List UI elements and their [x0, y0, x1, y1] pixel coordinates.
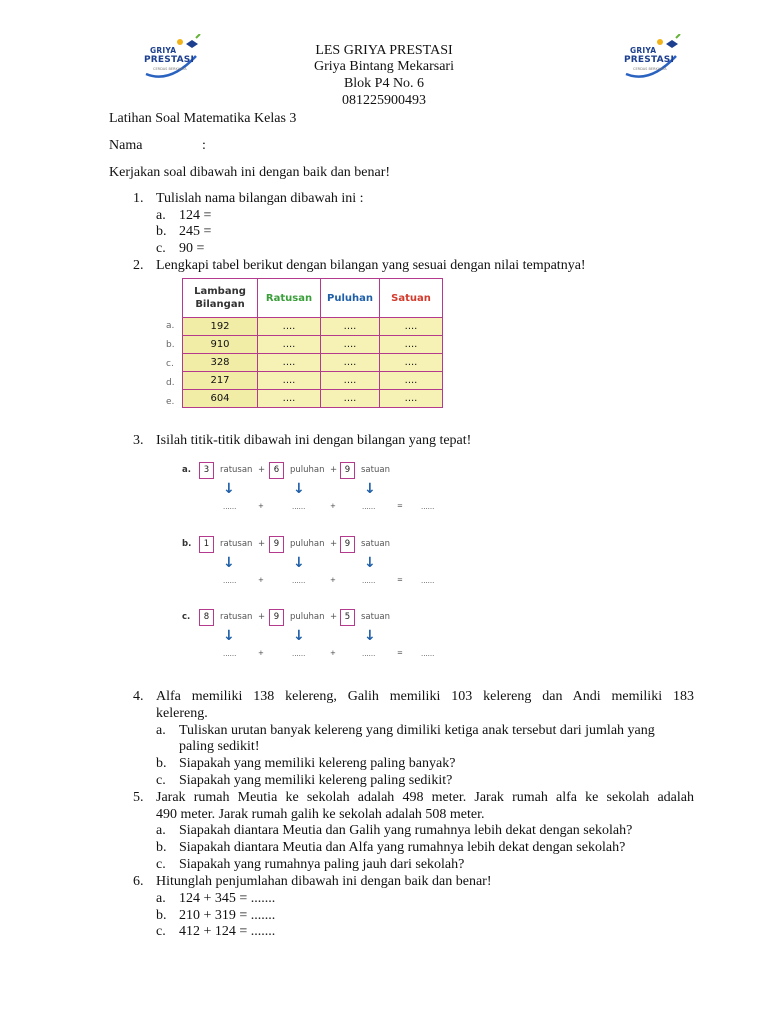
table-header-row — [183, 279, 443, 318]
cell-ratusan[interactable]: .... — [258, 390, 321, 408]
box-puluhan: 9 — [269, 536, 284, 553]
label-puluhan: puluhan — [290, 612, 325, 622]
cell-satuan[interactable]: .... — [380, 318, 443, 336]
blank-satuan[interactable]: ...... — [362, 503, 376, 511]
plus-sign: + — [330, 539, 338, 549]
header-satuan: Satuan — [380, 279, 443, 318]
cell-number: 910 — [183, 336, 258, 354]
q2-number: 2. — [133, 258, 144, 273]
equals-sign: = — [397, 502, 403, 510]
q6-item-c: 412 + 124 = ....... — [179, 924, 276, 939]
header-phone: 081225900493 — [342, 93, 426, 108]
name-label: Nama — [109, 138, 143, 153]
cell-satuan[interactable]: .... — [380, 336, 443, 354]
logo-text-1: GRIYA — [630, 46, 657, 55]
blank-puluhan[interactable]: ...... — [292, 503, 306, 511]
cell-ratusan[interactable]: .... — [258, 372, 321, 390]
q1-item-c: 90 = — [179, 241, 205, 256]
q1-letter-a: a. — [156, 208, 166, 223]
box-satuan: 9 — [340, 536, 355, 553]
label-ratusan: ratusan — [220, 612, 253, 622]
q5-item-b: Siapakah diantara Meutia dan Alfa yang rumahnya lebih dekat dengan sekolah? — [179, 840, 626, 855]
blank-total[interactable]: ...... — [421, 650, 435, 658]
q5-item-c: Siapakah yang rumahnya paling jauh dari sekolah? — [179, 857, 465, 872]
q4-letter-c: c. — [156, 773, 166, 788]
item-letter: c. — [182, 612, 191, 622]
cell-puluhan[interactable]: .... — [321, 336, 380, 354]
blank-puluhan[interactable]: ...... — [292, 650, 306, 658]
header-title: LES GRIYA PRESTASI — [315, 43, 453, 58]
q3-text: Isilah titik-titik dibawah ini dengan bilangan yang tepat! — [156, 433, 472, 448]
q4-item-b: Siapakah yang memiliki kelereng paling banyak? — [179, 756, 456, 771]
row-letter-e: e. — [166, 397, 175, 407]
plus-sign: + — [258, 576, 264, 584]
table-row — [183, 336, 443, 354]
q5-text-1: Jarak rumah Meutia ke sekolah adalah 498 meter. Jarak rumah alfa ke sekolah adalah — [156, 790, 694, 805]
plus-sign: + — [258, 465, 266, 475]
q6-item-b: 210 + 319 = ....... — [179, 908, 276, 923]
q4-item-c: Siapakah yang memiliki kelereng paling sedikit? — [179, 773, 453, 788]
arrow-down-icon: ↓ — [223, 481, 235, 497]
header-address-1: Griya Bintang Mekarsari — [314, 59, 454, 74]
q2-text: Lengkapi tabel berikut dengan bilangan yang sesuai dengan nilai tempatnya! — [156, 258, 586, 273]
box-ratusan: 8 — [199, 609, 214, 626]
label-satuan: satuan — [361, 612, 390, 622]
row-letter-c: c. — [166, 359, 174, 369]
row-letter-d: d. — [166, 378, 175, 388]
label-puluhan: puluhan — [290, 539, 325, 549]
q4-item-a-cont: paling sedikit! — [179, 739, 260, 754]
blank-ratusan[interactable]: ...... — [223, 503, 237, 511]
row-letter-b: b. — [166, 340, 175, 350]
q6-number: 6. — [133, 874, 144, 889]
plus-sign: + — [330, 502, 336, 510]
arrow-down-icon: ↓ — [364, 481, 376, 497]
box-ratusan: 3 — [199, 462, 214, 479]
cell-puluhan[interactable]: .... — [321, 354, 380, 372]
logo-tagline: CERDAS BERKARYA — [633, 67, 667, 71]
blank-total[interactable]: ...... — [421, 503, 435, 511]
cell-ratusan[interactable]: .... — [258, 354, 321, 372]
q4-text-1: Alfa memiliki 138 kelereng, Galih memiliki 103 kelereng dan Andi memiliki 183 — [156, 689, 694, 704]
cell-number: 192 — [183, 318, 258, 336]
q3-number: 3. — [133, 433, 144, 448]
cell-puluhan[interactable]: .... — [321, 372, 380, 390]
q6-text: Hitunglah penjumlahan dibawah ini dengan baik dan benar! — [156, 874, 492, 889]
plus-sign: + — [258, 649, 264, 657]
arrow-down-icon: ↓ — [364, 628, 376, 644]
q6-letter-b: b. — [156, 908, 167, 923]
plus-sign: + — [330, 465, 338, 475]
header-address-2: Blok P4 No. 6 — [343, 76, 425, 91]
q4-letter-a: a. — [156, 723, 166, 738]
logo-tagline: CERDAS BERKARYA — [153, 67, 187, 71]
blank-puluhan[interactable]: ...... — [292, 577, 306, 585]
q1-number: 1. — [133, 191, 144, 206]
instruction: Kerjakan soal dibawah ini dengan baik dan benar! — [109, 165, 391, 180]
cell-ratusan[interactable]: .... — [258, 318, 321, 336]
q5-item-a: Siapakah diantara Meutia dan Galih yang rumahnya lebih dekat dengan sekolah? — [179, 823, 633, 838]
q4-item-a: Tuliskan urutan banyak kelereng yang dimiliki ketiga anak tersebut dari jumlah yang — [179, 723, 655, 738]
q1-letter-b: b. — [156, 224, 167, 239]
q6-item-a: 124 + 345 = ....... — [179, 891, 276, 906]
q5-number: 5. — [133, 790, 144, 805]
plus-sign: + — [258, 612, 266, 622]
q5-text-2: 490 meter. Jarak rumah galih ke sekolah adalah 508 meter. — [156, 807, 485, 822]
label-satuan: satuan — [361, 465, 390, 475]
header-ratusan: Ratusan — [258, 279, 321, 318]
q1-letter-c: c. — [156, 241, 166, 256]
q5-letter-a: a. — [156, 823, 166, 838]
blank-satuan[interactable]: ...... — [362, 650, 376, 658]
label-puluhan: puluhan — [290, 465, 325, 475]
table-row — [183, 372, 443, 390]
q4-letter-b: b. — [156, 756, 167, 771]
plus-sign: + — [330, 649, 336, 657]
blank-ratusan[interactable]: ...... — [223, 577, 237, 585]
logo-text-2: PRESTASI — [624, 55, 674, 65]
arrow-down-icon: ↓ — [223, 555, 235, 571]
q6-letter-a: a. — [156, 891, 166, 906]
q4-text-2: kelereng. — [156, 706, 208, 721]
cell-puluhan[interactable]: .... — [321, 390, 380, 408]
cell-number: 217 — [183, 372, 258, 390]
item-letter: b. — [182, 539, 192, 549]
label-ratusan: ratusan — [220, 539, 253, 549]
equals-sign: = — [397, 649, 403, 657]
arrow-down-icon: ↓ — [223, 628, 235, 644]
q6-letter-c: c. — [156, 924, 166, 939]
header-lambang: Lambang Bilangan — [183, 279, 258, 318]
plus-sign: + — [258, 539, 266, 549]
equals-sign: = — [397, 576, 403, 584]
row-letter-a: a. — [166, 321, 175, 331]
arrow-down-icon: ↓ — [293, 555, 305, 571]
cell-satuan[interactable]: .... — [380, 390, 443, 408]
table-row — [183, 390, 443, 408]
plus-sign: + — [330, 576, 336, 584]
logo-text-1: GRIYA — [150, 46, 177, 55]
q5-letter-c: c. — [156, 857, 166, 872]
place-value-table — [182, 278, 443, 408]
box-puluhan: 9 — [269, 609, 284, 626]
arrow-down-icon: ↓ — [293, 628, 305, 644]
cell-satuan[interactable]: .... — [380, 354, 443, 372]
cell-satuan[interactable]: .... — [380, 372, 443, 390]
name-colon: : — [202, 138, 206, 153]
blank-ratusan[interactable]: ...... — [223, 650, 237, 658]
cell-ratusan[interactable]: .... — [258, 336, 321, 354]
arrow-down-icon: ↓ — [293, 481, 305, 497]
label-ratusan: ratusan — [220, 465, 253, 475]
box-ratusan: 1 — [199, 536, 214, 553]
box-puluhan: 6 — [269, 462, 284, 479]
box-satuan: 9 — [340, 462, 355, 479]
q4-number: 4. — [133, 689, 144, 704]
q1-item-b: 245 = — [179, 224, 212, 239]
plus-sign: + — [330, 612, 338, 622]
cell-puluhan[interactable]: .... — [321, 318, 380, 336]
cell-number: 604 — [183, 390, 258, 408]
blank-total[interactable]: ...... — [421, 577, 435, 585]
cell-number: 328 — [183, 354, 258, 372]
q1-item-a: 124 = — [179, 208, 212, 223]
table-row — [183, 354, 443, 372]
box-satuan: 5 — [340, 609, 355, 626]
q5-letter-b: b. — [156, 840, 167, 855]
item-letter: a. — [182, 465, 191, 475]
plus-sign: + — [258, 502, 264, 510]
header-puluhan: Puluhan — [321, 279, 380, 318]
logo-text-2: PRESTASI — [144, 55, 194, 65]
label-satuan: satuan — [361, 539, 390, 549]
subject-line: Latihan Soal Matematika Kelas 3 — [109, 111, 297, 126]
table-row — [183, 318, 443, 336]
q1-text: Tulislah nama bilangan dibawah ini : — [156, 191, 364, 206]
arrow-down-icon: ↓ — [364, 555, 376, 571]
blank-satuan[interactable]: ...... — [362, 577, 376, 585]
